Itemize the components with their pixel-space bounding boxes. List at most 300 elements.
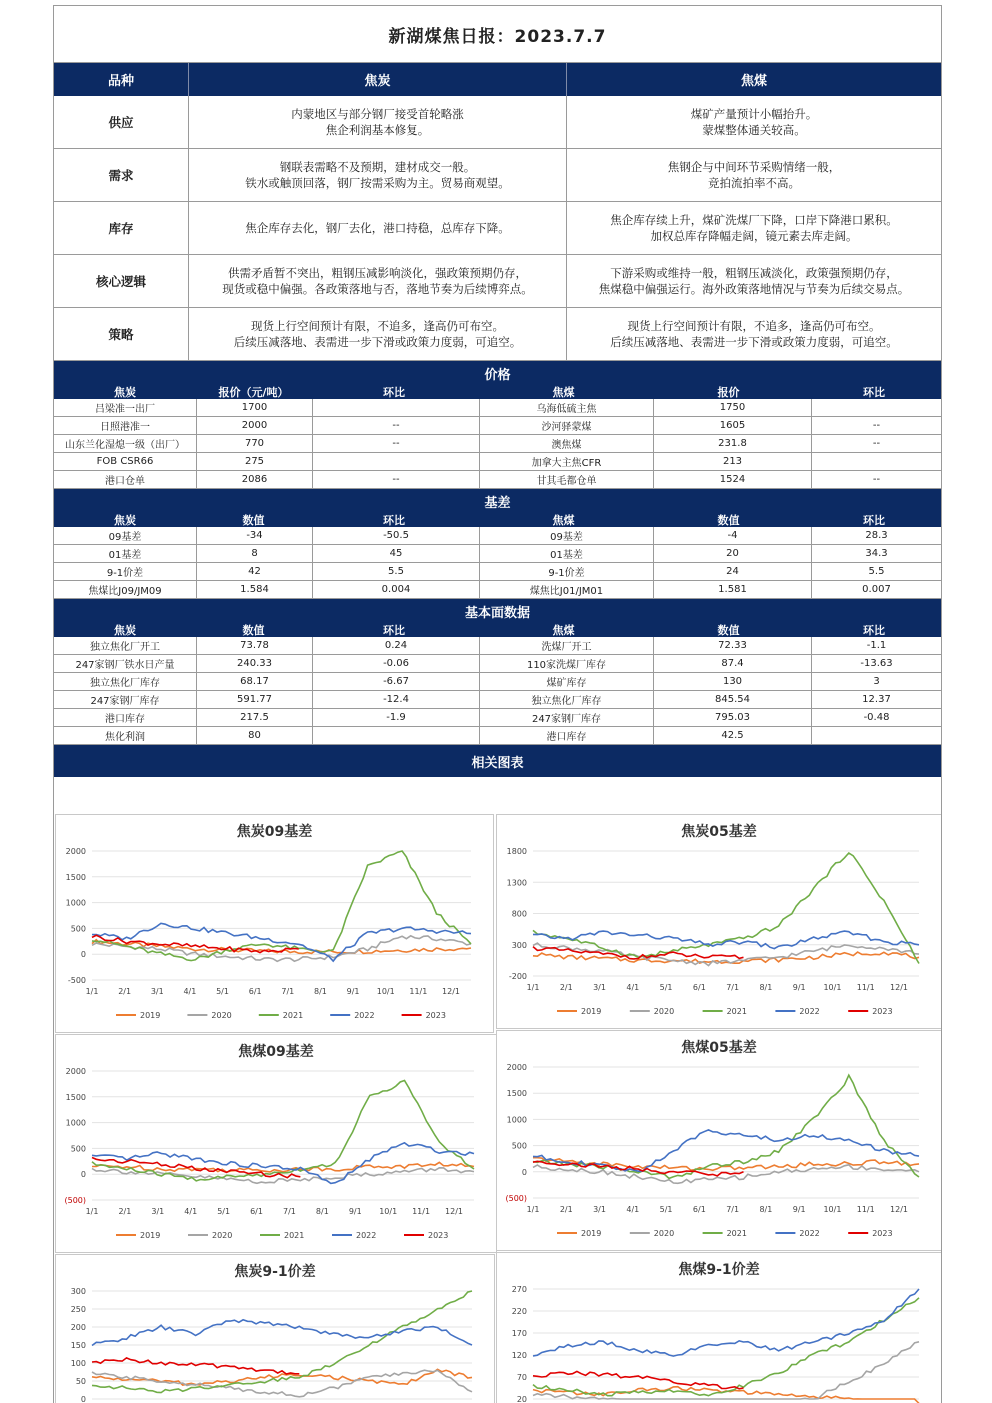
x-tick-label: 11/1	[856, 983, 875, 992]
basis-cell: 焦煤比J09/JM09	[54, 581, 197, 598]
x-tick-label: 5/1	[659, 1205, 673, 1214]
fundamentals-cell: 港口库存	[480, 727, 654, 744]
x-tick-label: 3/1	[150, 987, 164, 996]
basis-table	[54, 513, 941, 599]
fundamentals-cell: 独立焦化厂库存	[480, 691, 654, 708]
x-tick-label: 10/1	[823, 983, 842, 992]
fundamentals-table	[54, 623, 941, 745]
summary-header-coke: 焦炭	[188, 63, 566, 96]
chart-title: 焦煤05基差	[681, 1040, 757, 1056]
y-tick-label: 170	[511, 1329, 527, 1338]
y-tick-label: 1000	[65, 898, 86, 908]
fundamentals-cell: 68.17	[197, 673, 313, 690]
price-cell: 加拿大主焦CFR	[480, 453, 654, 470]
y-tick-label: 300	[70, 1287, 86, 1296]
summary-text-line: 焦煤稳中偏强运行。海外政策落地情况与节奏为后续交易点。	[598, 282, 910, 296]
summary-coal-cell	[566, 96, 941, 148]
x-tick-label: 8/1	[759, 1205, 773, 1214]
x-tick-label: 12/1	[442, 987, 460, 996]
chart-title: 焦煤09基差	[238, 1044, 314, 1060]
summary-row	[54, 149, 941, 202]
summary-header	[54, 63, 941, 96]
fundamentals-cell: 煤矿库存	[480, 673, 654, 690]
x-tick-label: 11/1	[412, 1207, 431, 1216]
summary-coal-cell	[566, 202, 941, 254]
fundamentals-cell: -12.4	[313, 691, 480, 708]
summary-text-line: 蒙煤整体通关较高。	[702, 123, 806, 137]
summary-row-label: 库存	[108, 221, 134, 236]
price-header-cell: 报价（元/吨）	[218, 386, 289, 399]
price-cell: 1524	[654, 471, 812, 488]
y-tick-label: -200	[508, 972, 527, 981]
legend-label: 2021	[726, 1007, 747, 1016]
basis-header-cell: 环比	[863, 514, 885, 527]
charts-area	[54, 806, 942, 1403]
legend-label: 2019	[581, 1229, 602, 1238]
legend-label: 2021	[284, 1231, 305, 1240]
summary-text-line: 加权总库存降幅走阔，镜元素去库走阔。	[650, 229, 858, 243]
legend-label: 2021	[282, 1011, 304, 1020]
fundamentals-cell	[812, 727, 941, 744]
fundamentals-row	[54, 727, 941, 745]
y-tick-label: 200	[70, 1323, 86, 1332]
x-tick-label: 7/1	[726, 983, 740, 992]
fundamentals-row	[54, 709, 941, 727]
y-tick-label: (500)	[64, 1196, 86, 1205]
basis-cell: 09基差	[480, 527, 654, 544]
fundamentals-cell: 80	[197, 727, 313, 744]
y-tick-label: 2000	[65, 847, 86, 856]
fundamentals-cell: 247家钢厂库存	[480, 709, 654, 726]
summary-row-label: 核心逻辑	[95, 274, 146, 289]
basis-cell: 8	[197, 545, 313, 562]
basis-cell: -34	[197, 527, 313, 544]
series-line-2020	[92, 936, 471, 962]
x-tick-label: 1/1	[526, 1205, 540, 1214]
series-line-2023	[533, 1371, 744, 1388]
legend-label: 2021	[726, 1229, 747, 1238]
basis-cell: 0.007	[862, 584, 891, 595]
y-tick-label: 2000	[65, 1067, 86, 1076]
basis-row	[54, 545, 941, 563]
summary-text-line: 后续压减落地、表需进一步下滑或政策力度弱，可追空。	[610, 335, 898, 349]
summary-coke-cell	[188, 308, 566, 360]
fundamentals-cell: 130	[654, 673, 812, 690]
chart-panel	[55, 1034, 497, 1253]
summary-table	[54, 96, 941, 361]
chart-svg	[56, 1035, 496, 1252]
summary-text-line: 现货上行空间预计有限，不追多，逢高仍可布空。	[627, 319, 881, 333]
y-tick-label: 1000	[506, 1115, 527, 1125]
basis-cell: 34.3	[865, 548, 888, 559]
basis-header	[54, 513, 941, 527]
price-cell: --	[313, 435, 480, 452]
basis-section-title: 基差	[54, 489, 941, 513]
x-tick-label: 7/1	[726, 1205, 740, 1214]
x-tick-label: 2/1	[559, 1205, 573, 1214]
chart-panel	[55, 1254, 495, 1403]
legend-label: 2020	[653, 1229, 675, 1238]
fundamentals-cell: 87.4	[654, 655, 812, 672]
basis-cell: 01基差	[54, 545, 197, 562]
x-tick-label: 12/1	[445, 1207, 463, 1216]
chart-panel	[496, 814, 942, 1029]
basis-cell: -4	[654, 527, 812, 544]
x-tick-label: 4/1	[184, 1207, 198, 1216]
summary-coke-cell	[188, 202, 566, 254]
summary-text-line: 煤矿产量预计小幅抬升。	[690, 107, 818, 121]
y-tick-label: 800	[511, 909, 527, 919]
chart-svg	[497, 1253, 941, 1403]
price-row	[54, 471, 941, 489]
basis-row	[54, 581, 941, 599]
legend-label: 2023	[872, 1229, 893, 1238]
series-line-2022	[92, 923, 471, 961]
y-tick-label: 1500	[65, 872, 86, 882]
x-tick-label: 7/1	[281, 987, 295, 996]
x-tick-label: 8/1	[314, 987, 327, 996]
fundamentals-cell: 0.24	[313, 637, 480, 654]
x-tick-label: 3/1	[593, 983, 606, 992]
y-tick-label: 220	[511, 1307, 527, 1316]
chart-panel	[496, 1030, 942, 1251]
legend-label: 2023	[872, 1007, 893, 1016]
basis-cell: 9-1价差	[480, 563, 654, 580]
chart-panel	[496, 1252, 942, 1403]
x-tick-label: 2/1	[118, 1207, 132, 1216]
fundamentals-cell: 3	[873, 676, 880, 687]
y-tick-label: 0	[80, 1170, 86, 1180]
y-tick-label: 0	[521, 1167, 527, 1177]
fundamentals-section-title: 基本面数据	[54, 599, 941, 623]
price-cell: 231.8	[654, 435, 812, 452]
basis-cell: 45	[313, 545, 480, 562]
price-cell: 山东兰化湿熄一级（出厂）	[54, 435, 197, 452]
x-tick-label: 9/1	[346, 987, 360, 996]
fundamentals-cell: 845.54	[654, 691, 812, 708]
basis-header-cell: 数值	[242, 514, 265, 527]
fundamentals-cell: 217.5	[197, 709, 313, 726]
legend-label: 2022	[356, 1231, 377, 1240]
basis-header-cell: 数值	[717, 514, 740, 527]
fundamentals-cell: -6.67	[313, 673, 480, 690]
y-tick-label: -500	[67, 976, 86, 985]
x-tick-label: 9/1	[792, 1205, 806, 1214]
x-tick-label: 5/1	[659, 983, 673, 992]
price-cell: --	[872, 438, 881, 449]
basis-row	[54, 563, 941, 581]
summary-text-line: 供需矛盾暂不突出，粗钢压减影响淡化，强政策预期仍存，	[228, 266, 527, 280]
price-cell: --	[313, 417, 480, 434]
x-tick-label: 2/1	[559, 983, 573, 992]
x-tick-label: 2/1	[118, 987, 132, 996]
fundamentals-cell	[313, 727, 480, 744]
summary-text-line: 内蒙地区与部分钢厂接受首轮略涨	[291, 107, 464, 121]
series-line-2019	[533, 952, 919, 963]
fundamentals-row	[54, 691, 941, 709]
summary-row-label: 策略	[108, 327, 134, 342]
x-tick-label: 12/1	[890, 1205, 908, 1214]
x-tick-label: 11/1	[856, 1205, 875, 1214]
price-row	[54, 399, 941, 417]
x-tick-label: 1/1	[85, 987, 99, 996]
y-tick-label: 20	[516, 1395, 527, 1403]
x-tick-label: 5/1	[217, 1207, 231, 1216]
summary-text-line: 现货或稳中偏强。各政策落地与否，落地节奏为后续博弈点。	[222, 282, 533, 296]
price-cell	[812, 399, 941, 416]
fundamentals-cell: -13.63	[860, 658, 893, 669]
price-cell: 港口仓单	[54, 471, 197, 488]
y-tick-label: 2000	[506, 1063, 527, 1072]
basis-cell: 24	[654, 563, 812, 580]
series-line-2021	[533, 1075, 919, 1178]
x-tick-label: 5/1	[216, 987, 229, 996]
charts-section-title: 相关图表	[54, 745, 941, 777]
x-tick-label: 7/1	[283, 1207, 296, 1216]
legend-label: 2020	[653, 1007, 675, 1016]
basis-header-cell: 焦炭	[114, 514, 136, 527]
fundamentals-header-cell: 焦炭	[114, 624, 136, 637]
series-line-2023	[92, 1358, 299, 1374]
summary-text-line: 后续压减落地、表需进一步下滑或政策力度弱，可追空。	[233, 335, 522, 349]
y-tick-label: 300	[511, 940, 527, 950]
fundamentals-cell: -0.48	[863, 712, 890, 723]
basis-cell: 28.3	[865, 530, 888, 541]
price-header-cell: 焦炭	[114, 386, 136, 399]
x-tick-label: 6/1	[250, 1207, 263, 1216]
x-tick-label: 6/1	[692, 1205, 706, 1214]
basis-header-cell: 环比	[383, 514, 405, 527]
x-tick-label: 3/1	[593, 1205, 606, 1214]
price-header-cell: 环比	[383, 386, 405, 399]
series-line-2020	[533, 1165, 919, 1184]
basis-cell: 煤焦比J01/JM01	[480, 581, 654, 598]
series-line-2021	[92, 1291, 472, 1393]
legend-label: 2022	[799, 1007, 820, 1016]
summary-row	[54, 255, 941, 308]
y-tick-label: 1800	[506, 847, 527, 856]
summary-header-variety: 品种	[107, 74, 134, 89]
y-tick-label: 0	[80, 1395, 86, 1403]
series-line-2021	[533, 1298, 919, 1396]
price-cell: 日照港准一	[54, 417, 197, 434]
fundamentals-cell: 110家洗煤厂库存	[480, 655, 654, 672]
basis-cell: 01基差	[480, 545, 654, 562]
price-cell: --	[872, 420, 881, 431]
chart-panel	[55, 814, 494, 1033]
price-cell: 2086	[197, 471, 313, 488]
basis-cell: 1.581	[654, 581, 812, 598]
price-cell: 1700	[197, 399, 313, 416]
summary-coke-cell	[188, 255, 566, 307]
price-header-cell: 焦煤	[552, 386, 575, 399]
price-row	[54, 417, 941, 435]
fundamentals-cell: 独立焦化厂开工	[54, 637, 197, 654]
summary-coal-cell	[566, 308, 941, 360]
price-cell	[313, 399, 480, 416]
y-tick-label: 70	[516, 1373, 527, 1382]
y-tick-label: 1000	[65, 1118, 86, 1128]
legend-label: 2019	[581, 1007, 602, 1016]
fundamentals-cell: 591.77	[197, 691, 313, 708]
legend-label: 2023	[425, 1011, 446, 1020]
fundamentals-cell: 焦化利润	[54, 727, 197, 744]
basis-cell: 5.5	[313, 563, 480, 580]
basis-cell: 42	[197, 563, 313, 580]
chart-title: 焦炭05基差	[681, 824, 757, 840]
x-tick-label: 1/1	[526, 983, 540, 992]
x-tick-label: 8/1	[759, 983, 773, 992]
fundamentals-cell: 12.37	[862, 694, 891, 705]
chart-title: 焦炭9-1价差	[234, 1264, 316, 1280]
basis-cell: 20	[654, 545, 812, 562]
summary-text-line: 下游采购或维持一般，粗钢压减淡化，政策强预期仍存，	[610, 266, 898, 280]
x-tick-label: 12/1	[890, 983, 908, 992]
legend-label: 2020	[211, 1011, 232, 1020]
basis-cell: 09基差	[54, 527, 197, 544]
summary-text-line: 竞拍流拍率不高。	[708, 176, 800, 190]
x-tick-label: 6/1	[248, 987, 262, 996]
price-cell: 吕梁准一出厂	[54, 399, 197, 416]
y-tick-label: 1500	[65, 1092, 86, 1102]
price-row	[54, 453, 941, 471]
fundamentals-cell: 247家钢厂库存	[54, 691, 197, 708]
x-tick-label: 10/1	[823, 1205, 842, 1214]
legend-label: 2019	[140, 1231, 161, 1240]
price-cell: 澳焦煤	[480, 435, 654, 452]
y-tick-label: (500)	[505, 1194, 527, 1203]
fundamentals-row	[54, 655, 941, 673]
price-cell: 275	[197, 453, 313, 470]
price-section-title: 价格	[54, 361, 941, 385]
fundamentals-header-cell: 焦煤	[552, 624, 575, 637]
price-cell: --	[872, 474, 881, 485]
fundamentals-cell: 港口库存	[54, 709, 197, 726]
chart-svg	[497, 1031, 941, 1250]
basis-cell: 9-1价差	[54, 563, 197, 580]
fundamentals-cell: 247家钢厂铁水日产量	[54, 655, 197, 672]
price-header-cell: 报价	[717, 386, 740, 399]
price-table	[54, 385, 941, 489]
chart-svg	[497, 815, 941, 1028]
chart-svg	[56, 815, 493, 1032]
legend-label: 2020	[212, 1231, 233, 1240]
fundamentals-cell: -0.06	[313, 655, 480, 672]
chart-svg	[56, 1255, 494, 1403]
fundamentals-row	[54, 637, 941, 655]
basis-cell: 1.584	[197, 581, 313, 598]
x-tick-label: 11/1	[409, 987, 428, 996]
y-tick-label: 500	[511, 1141, 527, 1151]
price-cell	[313, 453, 480, 470]
summary-text-line: 焦钢企与中间环节采购情绪一般，	[667, 160, 841, 174]
summary-row-label: 需求	[108, 168, 134, 183]
series-line-2021	[92, 1081, 474, 1181]
fundamentals-header-cell: 数值	[717, 624, 740, 637]
x-tick-label: 10/1	[376, 987, 395, 996]
price-cell: 1605	[654, 417, 812, 434]
price-cell: 乌海低硫主焦	[480, 399, 654, 416]
price-cell	[812, 453, 941, 470]
x-tick-label: 3/1	[151, 1207, 165, 1216]
summary-row	[54, 202, 941, 255]
fundamentals-cell: 795.03	[654, 709, 812, 726]
y-tick-label: 120	[511, 1351, 527, 1360]
x-tick-label: 4/1	[183, 987, 197, 996]
price-cell: FOB CSR66	[54, 453, 197, 470]
legend-label: 2022	[799, 1229, 820, 1238]
basis-cell: -50.5	[313, 527, 480, 544]
x-tick-label: 6/1	[692, 983, 706, 992]
fundamentals-cell: -1.1	[866, 640, 887, 651]
fundamentals-cell: -1.9	[313, 709, 480, 726]
price-cell: 甘其毛都仓单	[480, 471, 654, 488]
price-cell: 213	[654, 453, 812, 470]
summary-coke-cell	[188, 96, 566, 148]
y-tick-label: 500	[70, 924, 86, 934]
y-tick-label: 270	[511, 1285, 527, 1294]
basis-cell: 5.5	[868, 566, 885, 577]
legend-label: 2019	[140, 1011, 161, 1020]
price-cell: 1750	[654, 399, 812, 416]
y-tick-label: 150	[70, 1341, 86, 1350]
y-tick-label: 250	[70, 1305, 86, 1314]
x-tick-label: 4/1	[626, 1205, 640, 1214]
x-tick-label: 10/1	[379, 1207, 398, 1216]
fundamentals-row	[54, 673, 941, 691]
x-tick-label: 9/1	[348, 1207, 362, 1216]
report-page	[53, 5, 942, 1403]
summary-row-label: 供应	[108, 115, 134, 130]
summary-text-line: 现货上行空间预计有限，不追多，逢高仍可布空。	[251, 319, 504, 333]
fundamentals-header-cell: 环比	[863, 624, 885, 637]
price-cell: 沙河驿蒙煤	[480, 417, 654, 434]
summary-coke-cell	[188, 149, 566, 201]
price-header	[54, 385, 941, 399]
summary-header-coal: 焦煤	[566, 63, 941, 96]
x-tick-label: 1/1	[85, 1207, 99, 1216]
basis-header-cell: 焦煤	[552, 514, 575, 527]
legend-label: 2022	[354, 1011, 375, 1020]
basis-cell: 0.004	[313, 581, 480, 598]
fundamentals-cell: 42.5	[654, 727, 812, 744]
x-tick-label: 9/1	[792, 983, 806, 992]
y-tick-label: 100	[70, 1359, 86, 1368]
summary-text-line: 焦企库存去化，钢厂去化，港口持稳，总库存下降。	[245, 221, 510, 235]
basis-row	[54, 527, 941, 545]
fundamentals-cell: 独立焦化厂库存	[54, 673, 197, 690]
y-tick-label: 1500	[506, 1089, 527, 1099]
price-cell: 770	[197, 435, 313, 452]
price-header-cell: 环比	[863, 386, 885, 399]
y-tick-label: 0	[80, 950, 86, 960]
fundamentals-cell: 240.33	[197, 655, 313, 672]
legend-label: 2023	[428, 1231, 449, 1240]
chart-title: 焦炭09基差	[236, 824, 313, 840]
fundamentals-cell: 73.78	[197, 637, 313, 654]
fundamentals-header-cell: 数值	[242, 624, 265, 637]
report-title: 新湖煤焦日报：2023.7.7	[54, 6, 941, 63]
summary-row	[54, 308, 941, 361]
series-line-2022	[533, 1289, 919, 1356]
summary-coal-cell	[566, 149, 941, 201]
y-tick-label: 500	[70, 1144, 86, 1154]
summary-coal-cell	[566, 255, 941, 307]
price-cell: --	[313, 471, 480, 488]
x-tick-label: 4/1	[626, 983, 640, 992]
fundamentals-cell: 72.33	[654, 637, 812, 654]
chart-title: 焦煤9-1价差	[678, 1262, 760, 1278]
